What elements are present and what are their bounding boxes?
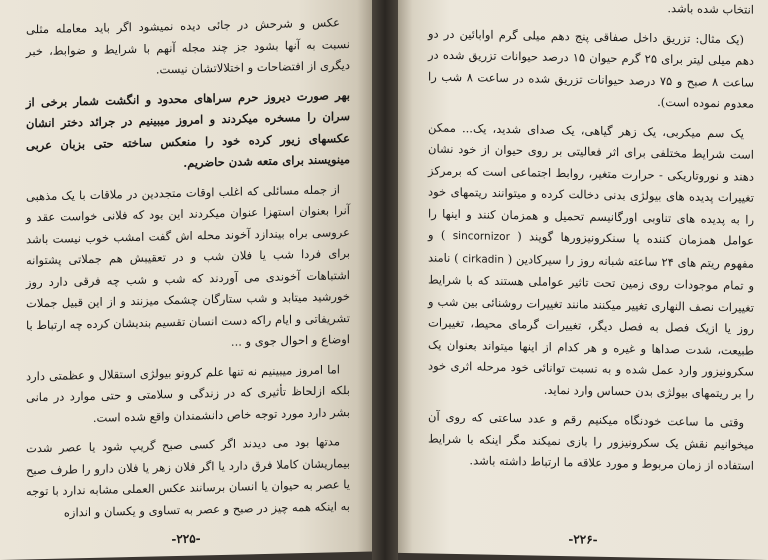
left-page-number: -۲۲۵- [171,530,201,546]
right-paragraph-3-text: یک سم میکربی، یک زهر گیاهی، یک صدای شدید، یک... ممکن است شرایط مختلفی برای اثر فعالیتی بر روی حیوان از خود نشان دهند و نوروتاریکی - حرارت متغیر، روابط اجتماعی است که برمرکز تغییرات پدیده های بیولژی بدنی دخالت کرده و میتوانند ریتمهای خود را به پدیده های تناوبی اورگانیسم تحمیل و همزمان کنند و اینها را عوامل همزمان کننده یا سنکرونیزورها گویند [428,119,754,248]
left-book-page [0,0,372,560]
left-paragraph-4: اما امروز میبینیم نه تنها علم کرونو بیولژی استقلال و عظمتی دارد بلکه ازلحاظ تأثیری که در زندگی و سلامتی و حتی موارد در مانی بشر دارد مورد توجه خاص دانشمندان واقع شده است. [26,361,350,425]
right-page-number: -۲۲۶- [568,531,598,547]
left-paragraph-5: مدتها بود می دیدند اگر کسی صبح گریپ شود یا عصر شدت بیماریشان کاملا فرق دارد یا اگر فلان زهر یا فلان دارو را طرف صبح یا عصر به حیوان یا انسان برسانند عکس العملی مشابه ندارد با توجه به اینکه همه چیز در صبح و عصر به تساوی و یکسان و اندازه [26,434,350,520]
right-book-page [398,0,768,560]
right-paragraph-2: (یک مثال: تزریق داخل صفاقی پنج دهم میلی گرم اوابائین در دو دهم میلی لیتر برای ۲۵ گرم حیوان ۱۵ درصد حیوانات تزریق شده در ساعت ۸ صبح و ۷۵ درصد حیوانات تزریق شده در ساعت ۸ شب را معدوم نموده است). [428,25,755,111]
left-paragraph-3: از جمله مسائلی که اغلب اوقات متجددین در ملاقات با یک مذهبی آنرا بعنوان استهزا عنوان میکردند این بود که فلانی خواست عقد و عروسی براه بیندازد آخوند محله اش گفت امشب خوب نیست باشد برای فردا شب یا فلان شب و در تعقیبش هم جملاتی پشتوانه اشتباهات آخوندی می آوردند که شب و شب چه فرقی دارد روز خورشید میتابد و شب ستارگان چشمک میزنند و از این قبیل جملات تشریفاتی و ایام راکه دست انسان تقسیم بندیشان کرده چه ارتباط با اوضاع و احوال جوی و ... [26,181,350,349]
right-paragraph-3c-text: نامند و تمام موجودات روی زمین تحت تاثیر عواملی هستند که با شرایط تغییرات نصف النهاری تغییر میکنند مانند تغییرات روشنائی بین شب و روز یا ازیک فصل به فصل دیگر، تغییرات گرمای محیط، تغییرات طبیعت، شدت صداها و غیره و هر کدام از اینها میتواند بعنوان یک سکرونیزور وارد عمل شده و به نسبت توانائی خود مرحله اثری خود را بر ریتمهای بیولژی بدن حساس وارد نماید. [428,249,754,401]
right-paragraph-4: وقتی ما ساعت خودنگاه میکنیم رقم و عدد ساعتی که روی آن میخوانیم نقش یک سکرونیزور را بازی نمیکند مگر اینکه با شرایط استفاده از زمان مربوط و مورد علاقه ما ارتباط داشته باشد. [428,409,754,473]
latin-term-sincornizor: sincornizor [452,229,510,244]
book-gutter [372,0,398,560]
right-paragraph-3b-text: و مفهوم ریتم های ۲۴ ساعته شبانه روز را سیرکادین [428,227,754,271]
left-paragraph-1: عکس و شرحش در جائی دیده نمیشود اگر باید معامله مثلی نسبت به آنها بشود جز چند مجله آنهم با شرایط و ضوابط، خبر دیگری از افتضاحات و اختلالاتشان نیست. [26,15,350,77]
right-paragraph-1: انتخاب شده باشد. [667,1,754,17]
left-paragraph-2: بهر صورت دیروز حرم سراهای محدود و انگشت شمار برخی از سران را مسخره میکردند و امروز میبینیم در جرائد دختر انشان عکسهای زیور کرده خود را منعکس ساخته حتی بزبان عربی مینویسند برای متعه شدن حاضریم. [26,87,350,170]
right-paragraph-3: یک سم میکربی، یک زهر گیاهی، یک صدای شدید، یک... ممکن است شرایط مختلفی برای اثر فعالیتی بر روی حیوان از خود نشان دهند و نوروتاریکی - حرارت متغیر، روابط اجتماعی است که برمرکز تغییرات پدیده های بیولژی بدنی دخالت کرده و میتوانند ریتمهای خود را به پدیده های تناوبی اورگانیسم تحمیل و همزمان کنند و اینها را عوامل همزمان کننده یا سنکرونیزورها گویند ( sincornizor ) و مفهوم ریتم های ۲۴ ساعته شبانه روز را سیرکادین ( cirkadin ) نامند و تمام موجودات روی زمین تحت تاثیر عواملی هستند که با شرایط تغییرات نصف النهاری تغییر میکنند مانند تغییرات روشنائی بین شب و روز یا ازیک فصل به فصل دیگر، تغییرات گرمای محیط، تغییرات طبیعت، شدت صداها و غیره و هر کدام از اینها میتواند بعنوان یک سکرونیزور وارد عمل شده و به نسبت توانائی خود مرحله اثری خود را بر ریتمهای بیولژی بدن حساس وارد نماید. [428,119,754,401]
latin-term-cirkadin: cirkadin [462,252,504,266]
